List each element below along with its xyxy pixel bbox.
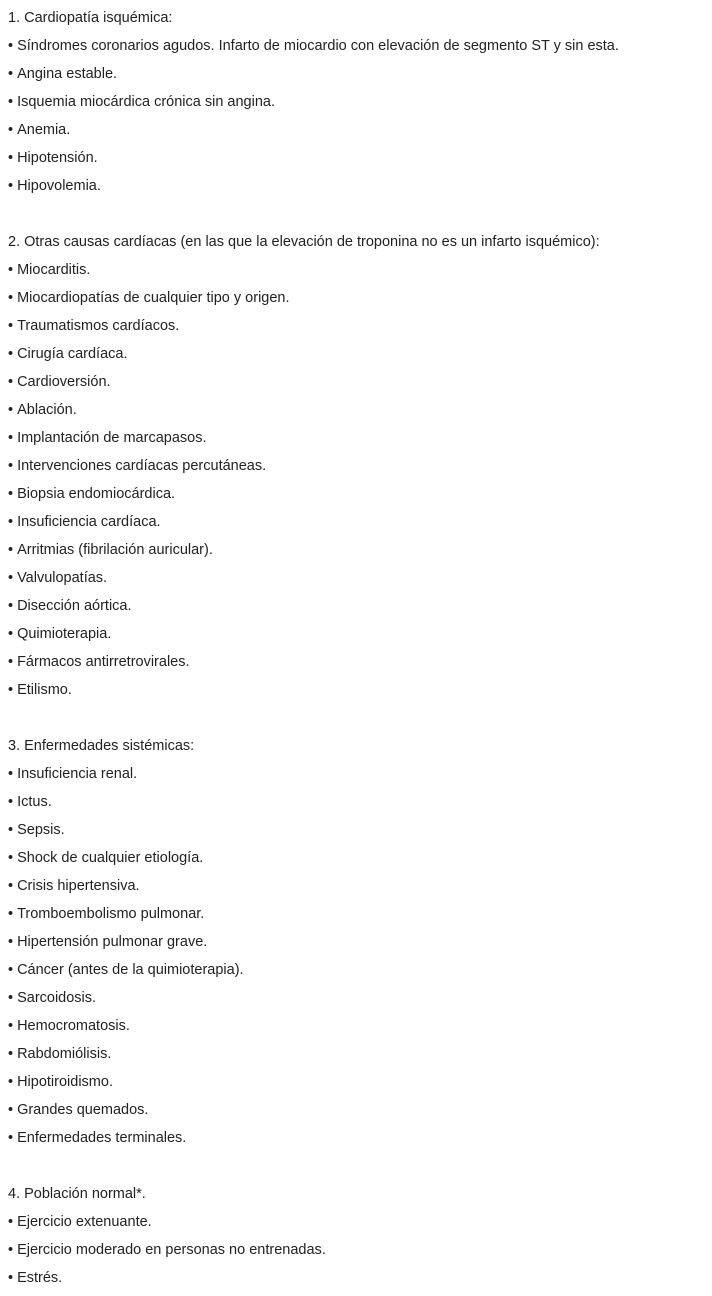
section-systemic	[8, 732, 712, 1152]
bullet-icon: •	[8, 1270, 14, 1286]
list-item	[8, 1208, 712, 1236]
bullet-icon: •	[8, 794, 14, 810]
list-item	[8, 788, 712, 816]
bullet-icon: •	[8, 374, 14, 390]
item-list	[8, 32, 712, 200]
list-item-text: Insuficiencia cardíaca.	[17, 514, 161, 530]
list-item	[8, 144, 712, 172]
list-item-text: Insuficiencia renal.	[17, 766, 138, 782]
bullet-icon: •	[8, 570, 14, 586]
list-item	[8, 1068, 712, 1096]
bullet-icon: •	[8, 1242, 14, 1258]
list-item-text: Cirugía cardíaca.	[17, 346, 128, 362]
bullet-icon: •	[8, 654, 14, 670]
bullet-icon: •	[8, 962, 14, 978]
bullet-icon: •	[8, 514, 14, 530]
list-item	[8, 88, 712, 116]
list-item	[8, 452, 712, 480]
list-item-text: Etilismo.	[17, 682, 72, 698]
list-item	[8, 284, 712, 312]
bullet-icon: •	[8, 290, 14, 306]
list-item	[8, 256, 712, 284]
bullet-icon: •	[8, 626, 14, 642]
list-item-text: Hipotiroidismo.	[17, 1074, 113, 1090]
item-list	[8, 256, 712, 704]
list-item-text: Rabdomiólisis.	[17, 1046, 112, 1062]
list-item	[8, 1040, 712, 1068]
bullet-icon: •	[8, 850, 14, 866]
bullet-icon: •	[8, 318, 14, 334]
bullet-icon: •	[8, 1074, 14, 1090]
list-item	[8, 676, 712, 704]
list-item-text: Crisis hipertensiva.	[17, 878, 140, 894]
bullet-icon: •	[8, 402, 14, 418]
section-heading: 2. Otras causas cardíacas (en las que la elevación de troponina no es un infarto isquémico):	[8, 234, 600, 250]
section-heading: 1. Cardiopatía isquémica:	[8, 10, 173, 26]
list-item	[8, 844, 712, 872]
bullet-icon: •	[8, 1018, 14, 1034]
bullet-icon: •	[8, 542, 14, 558]
bullet-icon: •	[8, 878, 14, 894]
bullet-icon: •	[8, 430, 14, 446]
bullet-icon: •	[8, 990, 14, 1006]
list-item-text: Estrés.	[17, 1270, 63, 1286]
bullet-icon: •	[8, 458, 14, 474]
bullet-icon: •	[8, 822, 14, 838]
bullet-icon: •	[8, 906, 14, 922]
bullet-icon: •	[8, 94, 14, 110]
list-item-text: Ejercicio extenuante.	[17, 1214, 152, 1230]
list-item	[8, 172, 712, 200]
list-item-text: Enfermedades terminales.	[17, 1130, 187, 1146]
bullet-icon: •	[8, 682, 14, 698]
bullet-icon: •	[8, 66, 14, 82]
list-item	[8, 928, 712, 956]
list-item-text: Cáncer (antes de la quimioterapia).	[17, 962, 244, 978]
list-item-text: Sarcoidosis.	[17, 990, 97, 1006]
list-item-text: Sepsis.	[17, 822, 65, 838]
bullet-icon: •	[8, 150, 14, 166]
list-item-text: Biopsia endomiocárdica.	[17, 486, 176, 502]
list-item-text: Ictus.	[17, 794, 52, 810]
bullet-icon: •	[8, 262, 14, 278]
bullet-icon: •	[8, 1102, 14, 1118]
list-item	[8, 592, 712, 620]
list-item	[8, 1236, 712, 1264]
list-item	[8, 424, 712, 452]
list-item-text: Tromboembolismo pulmonar.	[17, 906, 205, 922]
list-item-text: Disección aórtica.	[17, 598, 132, 614]
list-item-text: Traumatismos cardíacos.	[17, 318, 180, 334]
list-item-text: Hipovolemia.	[17, 178, 101, 194]
list-item	[8, 564, 712, 592]
list-item	[8, 1012, 712, 1040]
list-item-text: Implantación de marcapasos.	[17, 430, 207, 446]
list-item	[8, 312, 712, 340]
list-item-text: Valvulopatías.	[17, 570, 108, 586]
list-item	[8, 536, 712, 564]
item-list	[8, 1208, 712, 1292]
list-item-text: Angina estable.	[17, 66, 118, 82]
section-normal-population	[8, 1180, 712, 1292]
section-heading: 3. Enfermedades sistémicas:	[8, 738, 195, 754]
section-other-cardiac	[8, 228, 712, 704]
item-list	[8, 760, 712, 1152]
section-ischemic	[8, 4, 712, 200]
list-item-text: Ejercicio moderado en personas no entrenadas.	[17, 1242, 326, 1258]
list-item-text: Anemia.	[17, 122, 71, 138]
list-item	[8, 900, 712, 928]
list-item-text: Miocarditis.	[17, 262, 91, 278]
bullet-icon: •	[8, 178, 14, 194]
list-item-text: Hipertensión pulmonar grave.	[17, 934, 208, 950]
list-item-text: Quimioterapia.	[17, 626, 112, 642]
list-item	[8, 648, 712, 676]
list-item-text: Shock de cualquier etiología.	[17, 850, 204, 866]
list-item-text: Ablación.	[17, 402, 77, 418]
list-item	[8, 760, 712, 788]
list-item	[8, 956, 712, 984]
bullet-icon: •	[8, 598, 14, 614]
bullet-icon: •	[8, 766, 14, 782]
list-item	[8, 368, 712, 396]
list-item	[8, 396, 712, 424]
bullet-icon: •	[8, 1214, 14, 1230]
list-item-text: Miocardiopatías de cualquier tipo y origen.	[17, 290, 290, 306]
list-item	[8, 32, 712, 60]
list-item	[8, 480, 712, 508]
bullet-icon: •	[8, 486, 14, 502]
list-item-text: Arritmias (fibrilación auricular).	[17, 542, 213, 558]
section-heading: 4. Población normal*.	[8, 1186, 146, 1202]
list-item	[8, 816, 712, 844]
list-item-text: Grandes quemados.	[17, 1102, 149, 1118]
list-item-text: Cardioversión.	[17, 374, 111, 390]
list-item	[8, 1264, 712, 1292]
list-item-text: Síndromes coronarios agudos. Infarto de miocardio con elevación de segmento ST y sin esta.	[17, 38, 619, 54]
bullet-icon: •	[8, 122, 14, 138]
list-item	[8, 340, 712, 368]
list-item	[8, 872, 712, 900]
list-item-text: Hipotensión.	[17, 150, 98, 166]
list-item-text: Isquemia miocárdica crónica sin angina.	[17, 94, 275, 110]
list-item	[8, 116, 712, 144]
bullet-icon: •	[8, 1046, 14, 1062]
list-item	[8, 984, 712, 1012]
bullet-icon: •	[8, 934, 14, 950]
list-item	[8, 1096, 712, 1124]
list-item-text: Fármacos antirretrovirales.	[17, 654, 190, 670]
bullet-icon: •	[8, 346, 14, 362]
list-item-text: Intervenciones cardíacas percutáneas.	[17, 458, 267, 474]
bullet-icon: •	[8, 1130, 14, 1146]
list-item	[8, 60, 712, 88]
list-item	[8, 508, 712, 536]
list-item	[8, 620, 712, 648]
bullet-icon: •	[8, 38, 14, 54]
list-item	[8, 1124, 712, 1152]
list-item-text: Hemocromatosis.	[17, 1018, 130, 1034]
